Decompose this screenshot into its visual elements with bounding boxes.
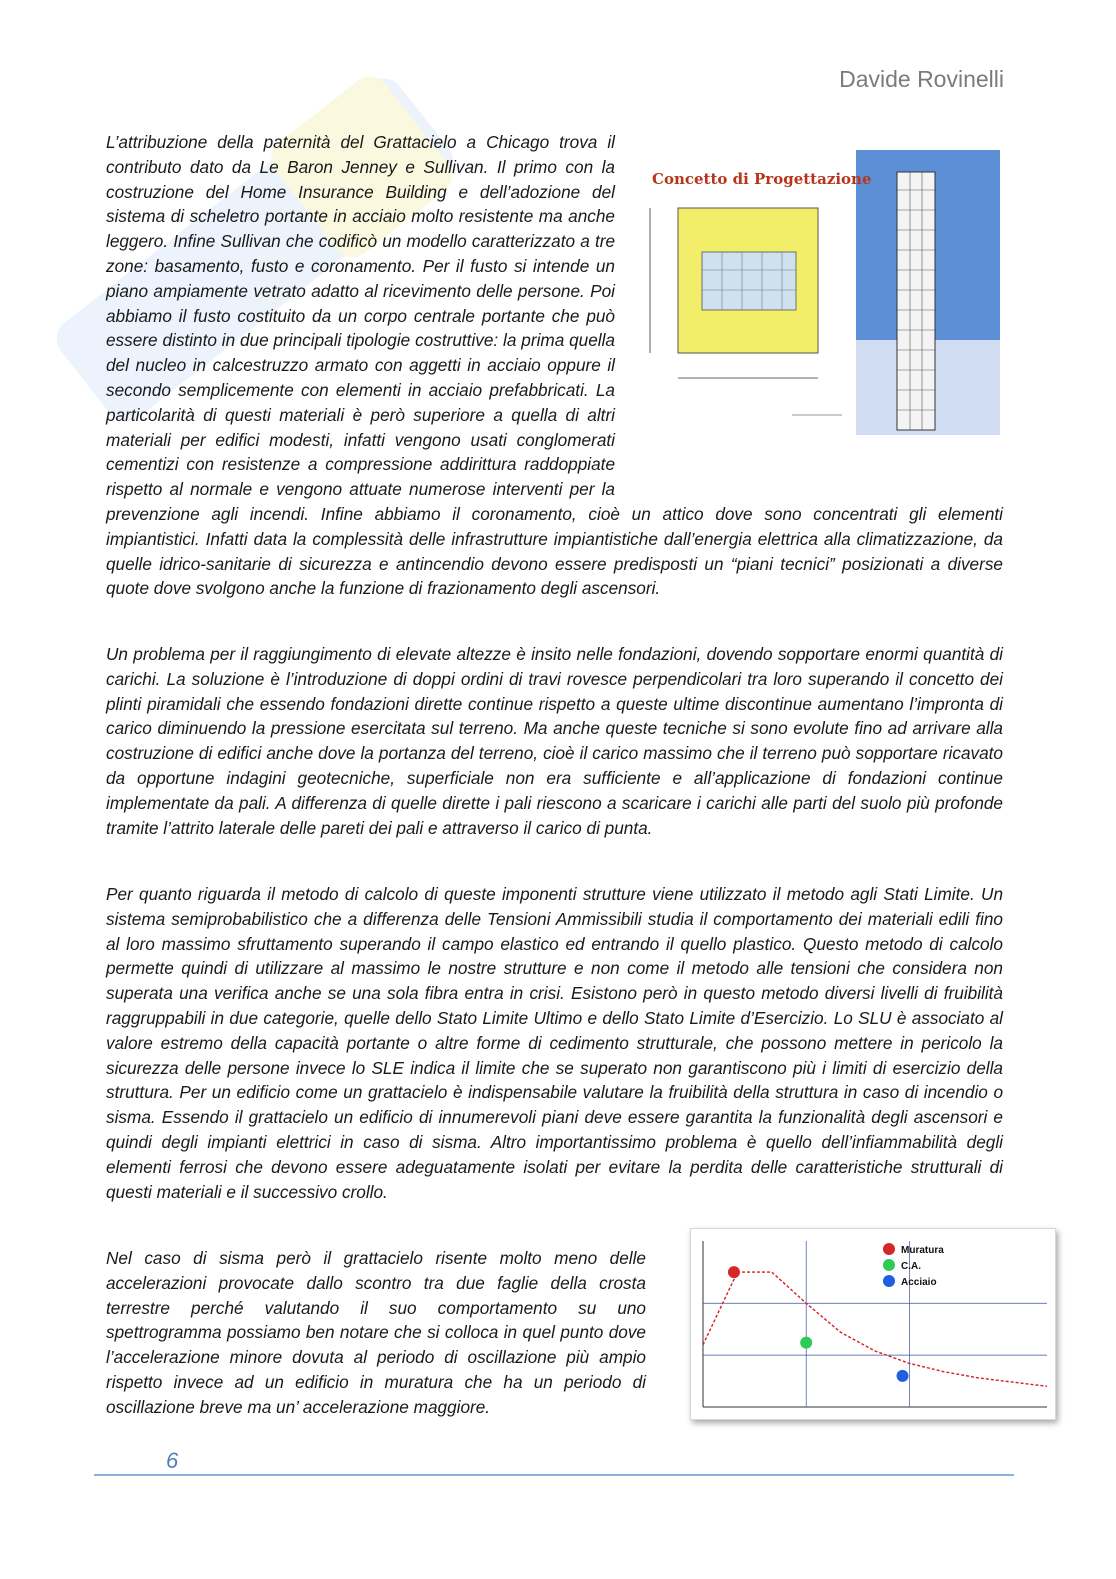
spectrum-curve <box>703 1272 1047 1386</box>
spectrum-chart-svg <box>691 1229 1055 1419</box>
paragraph-1 <box>106 130 1003 601</box>
paragraph-3: Per quanto riguarda il metodo di calcolo di queste imponenti strutture viene utilizzato il metodo agli Stati Limite. Un sistema semiprobabilistico che a differenza delle Tensioni Ammissibili studia il comportamento dei materiali edili fino al loro massimo sfruttamento superando il campo elastico ed entrando il quello plastico. Questo metodo di calcolo permette quindi di utilizzare al massimo le nostre strutture e non come il metodo alle tensioni che considera non superata una verifica anche se una sola fibra entra in crisi. Esistono però in questo metodo diversi livelli di fruibilità raggruppabili in due categorie, quelle dello Stato Limite Ultimo e dello Stato Limite d’Esercizio. Lo SLU è associato al valore estremo della capacità portante o altre forme di cedimento strutturale, che possono mettere in pericolo la sicurezza delle persone invece lo SLE indica il limite che se superato non garantiscono più i limiti di esercizio della struttura. Per un edificio come un grattacielo è indispensabile valutare la fruibilità della struttura in caso di incendio o sisma. Essendo il grattacielo un edificio di innumerevoli piani deve essere garantita la funzionalità degli ascensori e quindi degli impianti elettrici in caso di sisma. Altro importantissimo problema è quello dell’infiammabilità degli elementi ferrosi che devono essere adeguatamente isolati per evitare la perdita delle caratteristiche strutturali di questi materiali e il successivo crollo. <box>106 884 1003 1202</box>
paragraph-2: Un problema per il raggiungimento di elevate altezze è insito nelle fondazioni, dovendo sopportare enormi quantità di carichi. La soluzione è l’introduzione di doppi ordini di travi rovesce perpendicolari tra loro superando il concetto dei plinti piramidali che essendo fondazioni dirette continue rispetto a queste ultime discontinue aumentano l’impronta di carico diminuendo la pressione esercitata sul terreno. Ma anche queste tecniche si sono evolute fino ad arrivare alla costruzione di edifici anche dove la portanza del terreno, cioè il carico massimo che il terreno può sopportare ricavato da opportune indagini geotecniche, superficiale non era sufficiente e all’applicazione di fondazioni continue implementate da pali. A differenza di quelle dirette i pali riescono a scaricare i carichi alle parti del suolo più profonde tramite l’attrito laterale delle pareti dei pali e attraverso il carico di punta. <box>106 644 1003 838</box>
point-acciaio <box>897 1370 909 1382</box>
paragraph-1-text: L’attribuzione della paternità del Grattacielo a Chicago trova il contributo dato da Le Baron Jenney e Sullivan. Il primo con la costruzione del Home Insurance Building e dell’adozione del sistema di scheletro portante in acciaio molto resistente ma anche leggero. Infine Sullivan che codificò un modello caratterizzato a tre zone: basamento, fusto e coronamento. Per il fusto si intende un piano ampiamente vetrato adatto al ricevimento delle persone. Poi abbiamo il fusto costituito da un corpo centrale portante che può essere distinto in due principali tipologie costruttive: la prima quella del nucleo in calcestruzzo armato con aggetti in acciaio oppure il secondo semplicemente con elementi in acciaio prefabbricati. La particolarità di questi materiali è però superiore a quella di altri materiali per edifici modesti, infatti vengono usati conglomerati cementizi con resistenze a compressione addirittura raddoppiate rispetto al normale e vengono attuate numerose interventi per la prevenzione agli incendi. Infine abbiamo il coronamento, cioè un attico dove sono concentrati gli elementi impiantistici. Infatti data la complessità delle infrastrutture impiantistiche dall’energia elettrica alla climatizzazione, da quelle idrico-sanitarie di sicurezza e antincendio devono essere predisposti un “piani tecnici” posizionati a diverse quote dove svolgono anche la funzione di frazionamento degli ascensori. <box>106 132 1003 599</box>
point-ca <box>800 1337 812 1349</box>
legend-dot-0 <box>883 1243 895 1255</box>
page-number: 6 <box>166 1448 179 1473</box>
figure-title: Concetto di Progettazione <box>652 170 872 188</box>
spectrum-chart <box>690 1228 1056 1420</box>
author-name: Davide Rovinelli <box>839 66 1004 92</box>
legend-label-2: Acciaio <box>901 1277 937 1288</box>
legend-label-1: C.A. <box>901 1261 921 1272</box>
figure-space <box>633 130 1003 475</box>
legend-label-0: Muratura <box>901 1245 944 1256</box>
legend-dot-1 <box>883 1259 895 1271</box>
legend-dot-2 <box>883 1275 895 1287</box>
paragraph-4: Nel caso di sisma però il grattacielo risente molto meno delle accelerazioni provocate dallo scontro tra due faglie della crosta terrestre perché valutando il suo comportamento su uno spettrogramma possiamo ben notare che si colloca in quel punto dove l’accelerazione minore dovuta al periodo di oscillazione più ampio rispetto invece ad un edificio in muratura che ha un periodo di oscillazione breve ma un’ accelerazione maggiore. <box>106 1248 646 1417</box>
footer-divider <box>94 1474 1014 1476</box>
point-muratura <box>728 1266 740 1278</box>
